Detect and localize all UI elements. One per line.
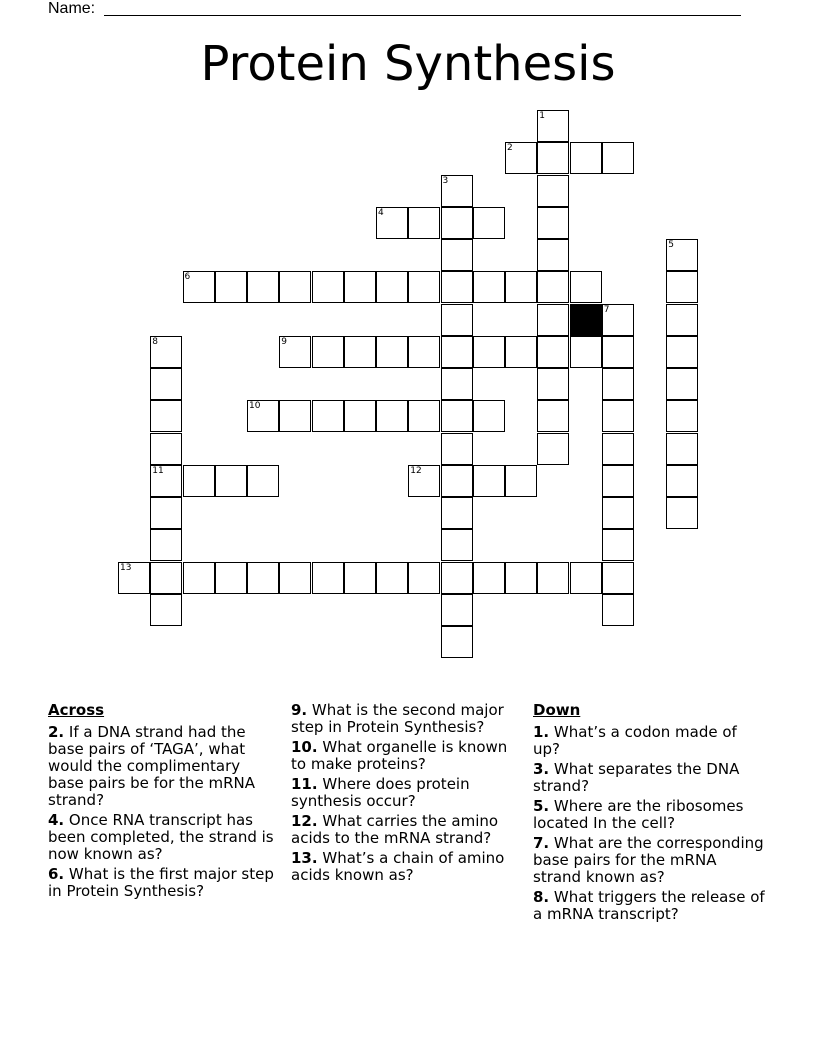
- grid-cell[interactable]: [441, 594, 473, 626]
- grid-cell[interactable]: [473, 336, 505, 368]
- grid-number: 5: [668, 240, 674, 250]
- grid-cell[interactable]: [537, 304, 569, 336]
- clue-number: 9.: [291, 701, 308, 719]
- grid-cell[interactable]: [505, 562, 537, 594]
- grid-cell[interactable]: [537, 562, 569, 594]
- grid-cell[interactable]: [376, 336, 408, 368]
- grid-cell[interactable]: [666, 304, 698, 336]
- clue-number: 8.: [533, 888, 550, 906]
- grid-cell[interactable]: [666, 433, 698, 465]
- grid-cell[interactable]: [441, 465, 473, 497]
- clue: [48, 724, 280, 809]
- grid-cell[interactable]: [441, 497, 473, 529]
- grid-cell[interactable]: [473, 271, 505, 303]
- clue-text: What’s a codon made of up?: [533, 723, 737, 758]
- grid-cell[interactable]: [441, 368, 473, 400]
- grid-cell[interactable]: [537, 271, 569, 303]
- clues-column-3: [533, 702, 765, 926]
- grid-cell[interactable]: [666, 497, 698, 529]
- grid-number: 13: [120, 562, 132, 573]
- grid-number: 10: [249, 401, 261, 412]
- grid-cell[interactable]: [215, 465, 247, 497]
- clue-text: What is the first major step in Protein Synthesis?: [48, 865, 274, 900]
- grid-cell[interactable]: [441, 207, 473, 239]
- clue: [533, 889, 765, 923]
- grid-cell[interactable]: [602, 142, 634, 174]
- grid-cell[interactable]: [537, 336, 569, 368]
- grid-cell[interactable]: [312, 400, 344, 432]
- grid-cell[interactable]: [150, 529, 182, 561]
- clue-text: Once RNA transcript has been completed, the strand is now known as?: [48, 811, 274, 863]
- grid-number: 1: [539, 111, 545, 121]
- grid-cell[interactable]: [602, 465, 634, 497]
- grid-number: 2: [507, 143, 513, 154]
- grid-cell[interactable]: [602, 497, 634, 529]
- grid-cell[interactable]: [537, 239, 569, 271]
- grid-cell[interactable]: [183, 562, 215, 594]
- grid-cell[interactable]: [666, 400, 698, 432]
- grid-cell[interactable]: [183, 465, 215, 497]
- grid-cell[interactable]: [150, 400, 182, 432]
- clue-text: If a DNA strand had the base pairs of ‘TAGA’, what would the complimentary base pairs be for the mRNA strand?: [48, 723, 255, 809]
- grid-cell[interactable]: [150, 433, 182, 465]
- grid-cell[interactable]: [408, 400, 440, 432]
- clue-number: 2.: [48, 723, 65, 741]
- grid-cell[interactable]: [408, 207, 440, 239]
- clue: [533, 724, 765, 758]
- clue-text: Where are the ribosomes located In the cell?: [533, 797, 744, 832]
- grid-number: 12: [410, 465, 422, 476]
- clue-number: 5.: [533, 797, 550, 815]
- grid-cell[interactable]: [666, 336, 698, 368]
- grid-cell[interactable]: [537, 175, 569, 207]
- grid-cell[interactable]: [570, 271, 602, 303]
- down-heading: Down: [533, 701, 581, 719]
- page-title: Protein Synthesis: [200, 36, 616, 92]
- grid-cell[interactable]: [150, 368, 182, 400]
- clue: [533, 798, 765, 832]
- grid-number: 9: [281, 336, 287, 347]
- grid-cell[interactable]: [344, 271, 376, 303]
- clue: [48, 812, 280, 863]
- grid-cell[interactable]: [312, 336, 344, 368]
- clue: [48, 866, 280, 900]
- grid-cell[interactable]: [247, 562, 279, 594]
- grid-cell[interactable]: [537, 368, 569, 400]
- grid-cell[interactable]: [408, 271, 440, 303]
- grid-cell[interactable]: [666, 271, 698, 303]
- grid-cell[interactable]: [441, 271, 473, 303]
- grid-cell[interactable]: [505, 336, 537, 368]
- grid-cell[interactable]: [602, 400, 634, 432]
- grid-cell[interactable]: [408, 562, 440, 594]
- clue-number: 1.: [533, 723, 550, 741]
- grid-number: 6: [184, 272, 191, 283]
- grid-cell[interactable]: [376, 271, 408, 303]
- clue-text: What organelle is known to make proteins?: [291, 738, 508, 773]
- clue-number: 12.: [291, 812, 318, 830]
- grid-cell[interactable]: [537, 207, 569, 239]
- grid-cell[interactable]: [247, 465, 279, 497]
- grid-cell[interactable]: [441, 433, 473, 465]
- grid-cell[interactable]: [441, 529, 473, 561]
- grid-cell[interactable]: [666, 368, 698, 400]
- grid-cell[interactable]: [344, 336, 376, 368]
- clue-number: 4.: [48, 811, 65, 829]
- grid-cell[interactable]: [344, 400, 376, 432]
- clue-text: What carries the amino acids to the mRNA strand?: [291, 812, 499, 847]
- clue-text: What is the second major step in Protein Synthesis?: [291, 701, 504, 736]
- grid-cell[interactable]: [279, 400, 311, 432]
- grid-cell[interactable]: [602, 562, 634, 594]
- grid-cell[interactable]: [602, 594, 634, 626]
- grid-cell[interactable]: [247, 271, 279, 303]
- clues-column-2: [291, 702, 523, 887]
- grid-cell[interactable]: [602, 368, 634, 400]
- grid-cell[interactable]: [505, 465, 537, 497]
- grid-number: 4: [378, 207, 384, 218]
- clue-text: Where does protein synthesis occur?: [291, 775, 470, 810]
- grid-cell[interactable]: [441, 400, 473, 432]
- grid-cell[interactable]: [215, 562, 247, 594]
- clue-number: 10.: [291, 738, 318, 756]
- across-heading: Across: [48, 701, 105, 719]
- clue-number: 13.: [291, 849, 318, 867]
- grid-cell[interactable]: [602, 529, 634, 561]
- grid-cell[interactable]: [215, 271, 247, 303]
- grid-cell[interactable]: [441, 336, 473, 368]
- grid-cell[interactable]: [150, 562, 182, 594]
- grid-cell[interactable]: [570, 336, 602, 368]
- grid-cell[interactable]: [570, 562, 602, 594]
- clue-number: 3.: [533, 760, 550, 778]
- grid-cell[interactable]: [570, 142, 602, 174]
- clue: [533, 835, 765, 886]
- grid-cell[interactable]: [602, 336, 634, 368]
- grid-cell[interactable]: [279, 271, 311, 303]
- clue: [291, 850, 523, 884]
- grid-cell[interactable]: [376, 562, 408, 594]
- grid-cell[interactable]: [505, 271, 537, 303]
- clue-number: 11.: [291, 775, 318, 793]
- clue: [291, 776, 523, 810]
- grid-cell[interactable]: [441, 562, 473, 594]
- grid-cell[interactable]: [537, 142, 569, 174]
- grid-cell[interactable]: [602, 433, 634, 465]
- grid-cell[interactable]: [312, 271, 344, 303]
- clue: [291, 739, 523, 773]
- grid-cell[interactable]: [408, 336, 440, 368]
- grid-number: 7: [603, 304, 610, 315]
- grid-cell[interactable]: [473, 400, 505, 432]
- grid-cell[interactable]: [279, 562, 311, 594]
- grid-cell[interactable]: [344, 562, 376, 594]
- grid-cell[interactable]: [441, 626, 473, 658]
- clue: [291, 813, 523, 847]
- clues-column-1: [48, 702, 280, 903]
- grid-cell[interactable]: [473, 465, 505, 497]
- grid-cell[interactable]: [473, 562, 505, 594]
- grid-cell[interactable]: [537, 433, 569, 465]
- grid-cell[interactable]: [441, 239, 473, 271]
- grid-cell[interactable]: [473, 207, 505, 239]
- grid-black-cell: [570, 304, 602, 336]
- grid-number: 3: [442, 175, 449, 186]
- name-label: Name:: [48, 0, 96, 17]
- grid-number: 11: [152, 465, 164, 476]
- clue-text: What are the corresponding base pairs for the mRNA strand known as?: [533, 834, 764, 886]
- clue-number: 6.: [48, 865, 65, 883]
- grid-cell[interactable]: [666, 465, 698, 497]
- clue: [291, 702, 523, 736]
- grid-cell[interactable]: [150, 594, 182, 626]
- grid-cell[interactable]: [312, 562, 344, 594]
- clue-text: What separates the DNA strand?: [533, 760, 740, 795]
- clue: [533, 761, 765, 795]
- grid-cell[interactable]: [537, 400, 569, 432]
- grid-number: 8: [152, 336, 158, 347]
- grid-cell[interactable]: [441, 304, 473, 336]
- clue-number: 7.: [533, 834, 550, 852]
- grid-cell[interactable]: [150, 497, 182, 529]
- grid-cell[interactable]: [376, 400, 408, 432]
- clue-text: What’s a chain of amino acids known as?: [291, 849, 505, 884]
- clue-text: What triggers the release of a mRNA transcript?: [533, 888, 765, 923]
